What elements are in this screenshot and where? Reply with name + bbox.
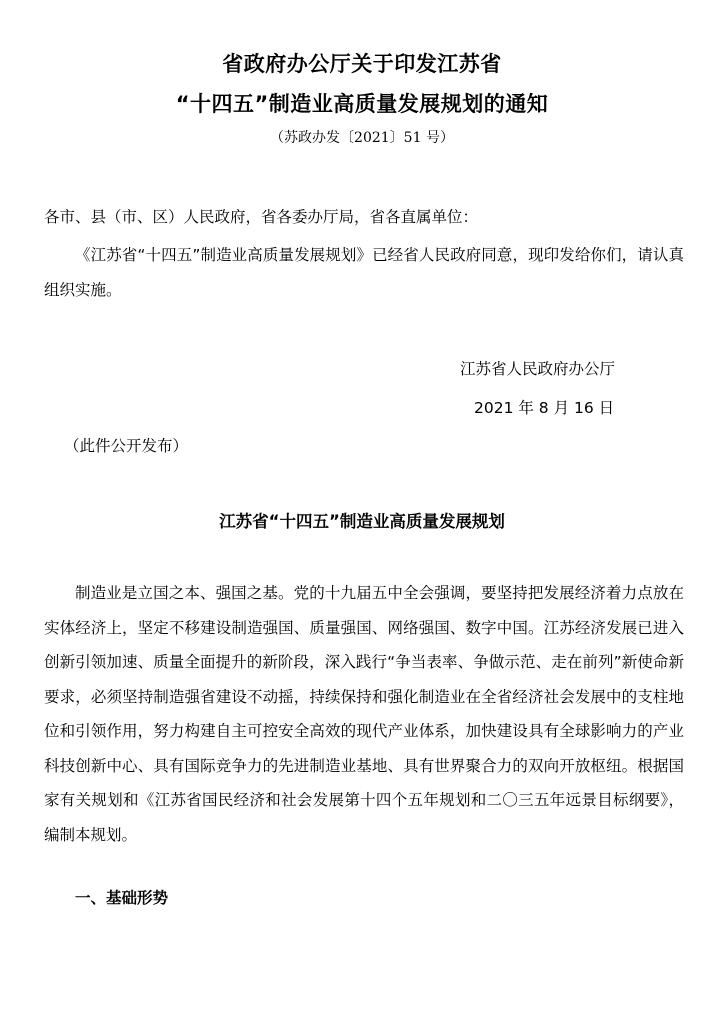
issue-date: 2021 年 8 月 16 日 (474, 399, 615, 417)
publication-note: （此件公开发布） (64, 437, 189, 455)
section-heading-1: 一、基础形势 (75, 889, 169, 907)
issuer-name: 江苏省人民政府办公厅 (460, 360, 616, 378)
addressee-line: 各市、县（市、区）人民政府，省各委办厅局，省各直属单位： (44, 208, 479, 226)
plan-title: 江苏省“十四五”制造业高质量发展规划 (219, 512, 505, 531)
notice-title-line-2: “十四五”制造业高质量发展规划的通知 (175, 92, 549, 116)
document-number: （苏政办发〔2021〕51 号） (270, 130, 454, 146)
letter-body: 《江苏省“十四五”制造业高质量发展规划》已经省人民政府同意，现印发给你们，请认真组织实施。 (44, 246, 684, 299)
notice-title-line-1: 省政府办公厅关于印发江苏省 (222, 52, 502, 76)
plan-intro-paragraph: 制造业是立国之本、强国之基。党的十九届五中全会强调，要坚持把发展经济着力点放在实体经济上，坚定不移建设制造强国、质量强国、网络强国、数字中国。江苏经济发展已进入创新引领加速、质量全面提升的新阶段，深入践行“争当表率、争做示范、走在前列”新使命新要求，必须坚持制造强省建设不动摇，持续保持和强化制造业在全省经济社会发展中的支柱地位和引领作用，努力构建自主可控安全高效的现代产业体系，加快建设具有全球影响力的产业科技创新中心、具有国际竞争力的先进制造业基地、具有世界聚合力的双向开放枢纽。根据国家有关规划和《江苏省国民经济和社会发展第十四个五年规划和二〇三五年远景目标纲要》，编制本规划。 (44, 584, 684, 844)
